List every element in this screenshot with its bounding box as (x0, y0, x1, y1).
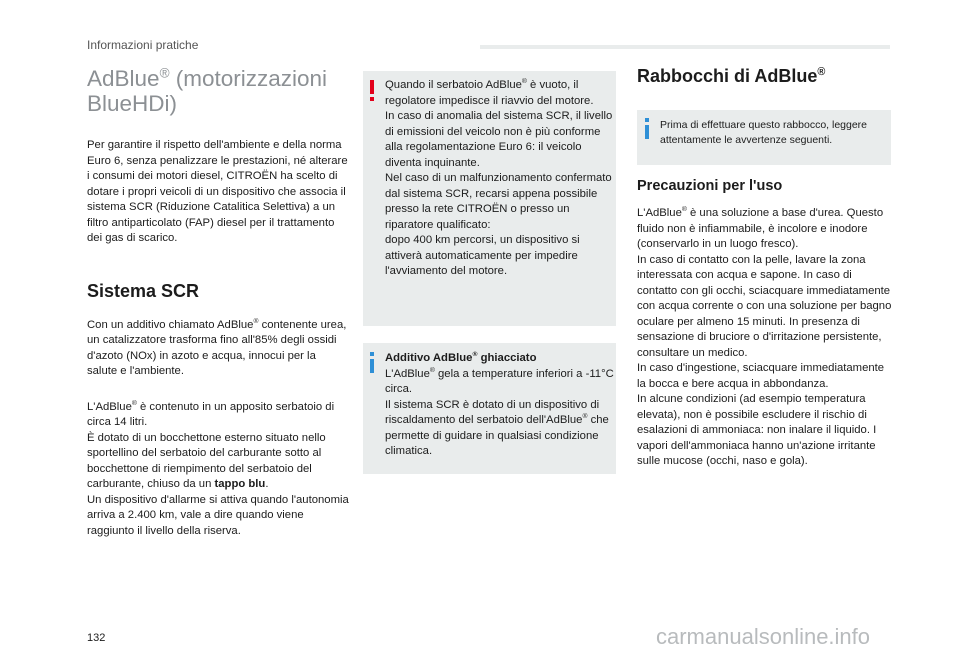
page-title: AdBlue® (motorizzazioni BlueHDi) (87, 65, 328, 116)
warning-icon-dot (370, 97, 374, 101)
precautions-heading: Precauzioni per l'uso (637, 178, 783, 194)
intro-paragraph: Per garantire il rispetto dell'ambiente e della norma Euro 6, senza penalizzare le prestazioni, né alterare i consumi dei motori diesel, CITROËN ha scelto di dotare i propri veicoli di un dispositivo che associa il sistema SCR (Riduzione Catalitica Selettiva) a un filtro antiparticolato (FAP) diesel per il trattamento dei gas di scarico. (87, 139, 348, 244)
left-column (87, 66, 349, 539)
precautions-paragraph-4: In alcune condizioni (ad esempio temperatura elevata), non è possibile escludere il rischio di esalazioni di ammoniaca: non inalare il liquido. I vapori dell'ammoniaca hanno un'azione irritante sulle mucose (occhi, naso e gola). (637, 393, 877, 467)
precautions-paragraph-2: In caso di contatto con la pelle, lavare la zona interessata con acqua e sapone. In caso di contatto con gli occhi, sciacquare immediatamente con acqua corrente o con una soluzione per bagno oculare per almeno 15 minuti. In presenza di sensazione di bruciore o d'irritazione persistente, consultare un medico. (637, 253, 892, 359)
info-icon-bar (370, 359, 374, 373)
info-icon (645, 118, 649, 122)
info-icon (370, 352, 374, 356)
watermark: carmanualsonline.info (656, 624, 871, 649)
page-number: 132 (87, 632, 106, 644)
scr-paragraph-1: Con un additivo chiamato AdBlue® contenente urea, un catalizzatore trasforma fino all'85% degli ossidi d'azoto (NOx) in azoto e acqua, innocui per la salute e l'ambiente. (87, 317, 347, 377)
precautions-paragraph-1: L'AdBlue® è una soluzione a base d'urea. Questo fluido non è infiammabile, è incolore e inodore (conservarlo in un luogo fresco). (637, 206, 884, 250)
warning-text: Quando il serbatoio AdBlue® è vuoto, il regolatore impedisce il riavvio del motore. In caso di anomalia del sistema SCR, il livello di emissioni del veicolo non è più conforme alla regolamentazione Euro 6: il veicolo diventa inquinante. Nel caso di un malfunzionamento confermato dal sistema SCR, recarsi appena possibile presso la rete CITROËN o presso un riparatore qualificato: dopo 400 km percorsi, un dispositivo si attiverà automaticamente per impedire l'avviamento del motore. (385, 78, 613, 277)
warning-icon (370, 80, 374, 94)
info-icon-bar (645, 125, 649, 139)
scr-paragraph-2: L'AdBlue® è contenuto in un apposito serbatoio di circa 14 litri. (87, 399, 335, 428)
section-label: Informazioni pratiche (87, 38, 199, 52)
scr-paragraph-3: È dotato di un bocchettone esterno situato nello sportellino del serbatoio del carburante sotto al bocchettone di riempimento del serbatoio del carburante, chiuso da un tappo blu. (87, 431, 326, 490)
scr-heading: Sistema SCR (87, 280, 200, 301)
refill-note: Prima di effettuare questo rabbocco, leggere attentamente le avvertenze seguenti. (660, 119, 868, 146)
scr-paragraph-4: Un dispositivo d'allarme si attiva quando l'autonomia arriva a 2.400 km, vale a dire quando viene raggiunto il livello della riserva. (87, 493, 349, 537)
refill-heading: Rabbocchi di AdBlue® (637, 66, 826, 86)
precautions-section (637, 178, 893, 470)
precautions-paragraph-3: In caso d'ingestione, sciacquare immediatamente la bocca e bere acqua in abbondanza. (637, 362, 885, 390)
header-bar (480, 45, 890, 49)
frozen-text: Additivo AdBlue® ghiacciato L'AdBlue® gela a temperature inferiori a -11°C circa. Il sistema SCR è dotato di un dispositivo di riscaldamento del serbatoio dell'AdBlue® che permette di guidare in qualsiasi condizione climatica. (385, 351, 614, 457)
